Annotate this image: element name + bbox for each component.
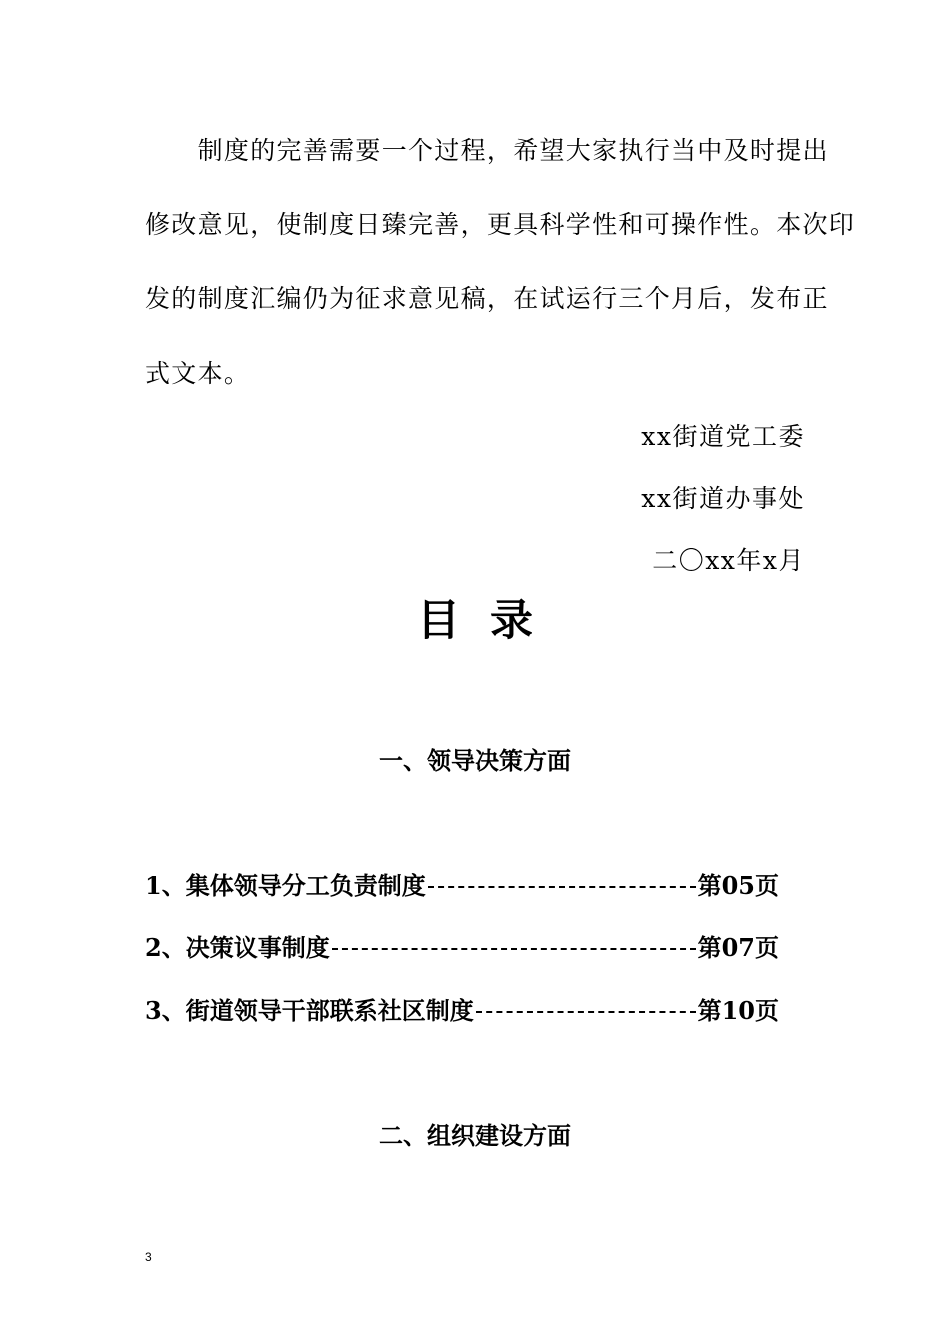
- toc-title: 目 录: [417, 596, 533, 646]
- toc-entry[interactable]: [145, 996, 779, 1026]
- toc-entry-leader: [332, 948, 696, 950]
- toc-entry-page: 第07页: [697, 933, 779, 962]
- toc-entry-number: 3、: [145, 996, 186, 1025]
- toc-section-heading-leadership: 一、领导决策方面: [379, 746, 571, 775]
- toc-entry-page: 第05页: [697, 871, 779, 900]
- signature-date: 二〇xx年x月: [652, 546, 805, 575]
- toc-entry[interactable]: [145, 933, 779, 963]
- signature-office: xx街道办事处: [641, 484, 805, 513]
- toc-entry-leader: [428, 886, 696, 888]
- toc-entry-page: 第10页: [697, 996, 779, 1025]
- toc-section-heading-organization: 二、组织建设方面: [379, 1121, 571, 1150]
- toc-entry-title: 决策议事制度: [185, 933, 330, 962]
- intro-paragraph-line-1: 制度的完善需要一个过程，希望大家执行当中及时提出: [145, 136, 829, 165]
- toc-entry-number: 2、: [145, 933, 186, 962]
- toc-entry-number: 1、: [145, 871, 186, 900]
- intro-paragraph-line-2: 修改意见，使制度日臻完善，更具科学性和可操作性。本次印: [145, 210, 856, 239]
- toc-entry-title: 街道领导干部联系社区制度: [185, 996, 474, 1025]
- toc-entry[interactable]: [145, 871, 779, 901]
- page-number: 3: [145, 1250, 152, 1264]
- toc-entry-leader: [476, 1011, 696, 1013]
- intro-paragraph-line-4: 式文本。: [145, 359, 251, 388]
- intro-paragraph-line-3: 发的制度汇编仍为征求意见稿，在试运行三个月后，发布正: [145, 284, 829, 313]
- signature-party-committee: xx街道党工委: [641, 422, 805, 451]
- toc-entry-title: 集体领导分工负责制度: [185, 871, 426, 900]
